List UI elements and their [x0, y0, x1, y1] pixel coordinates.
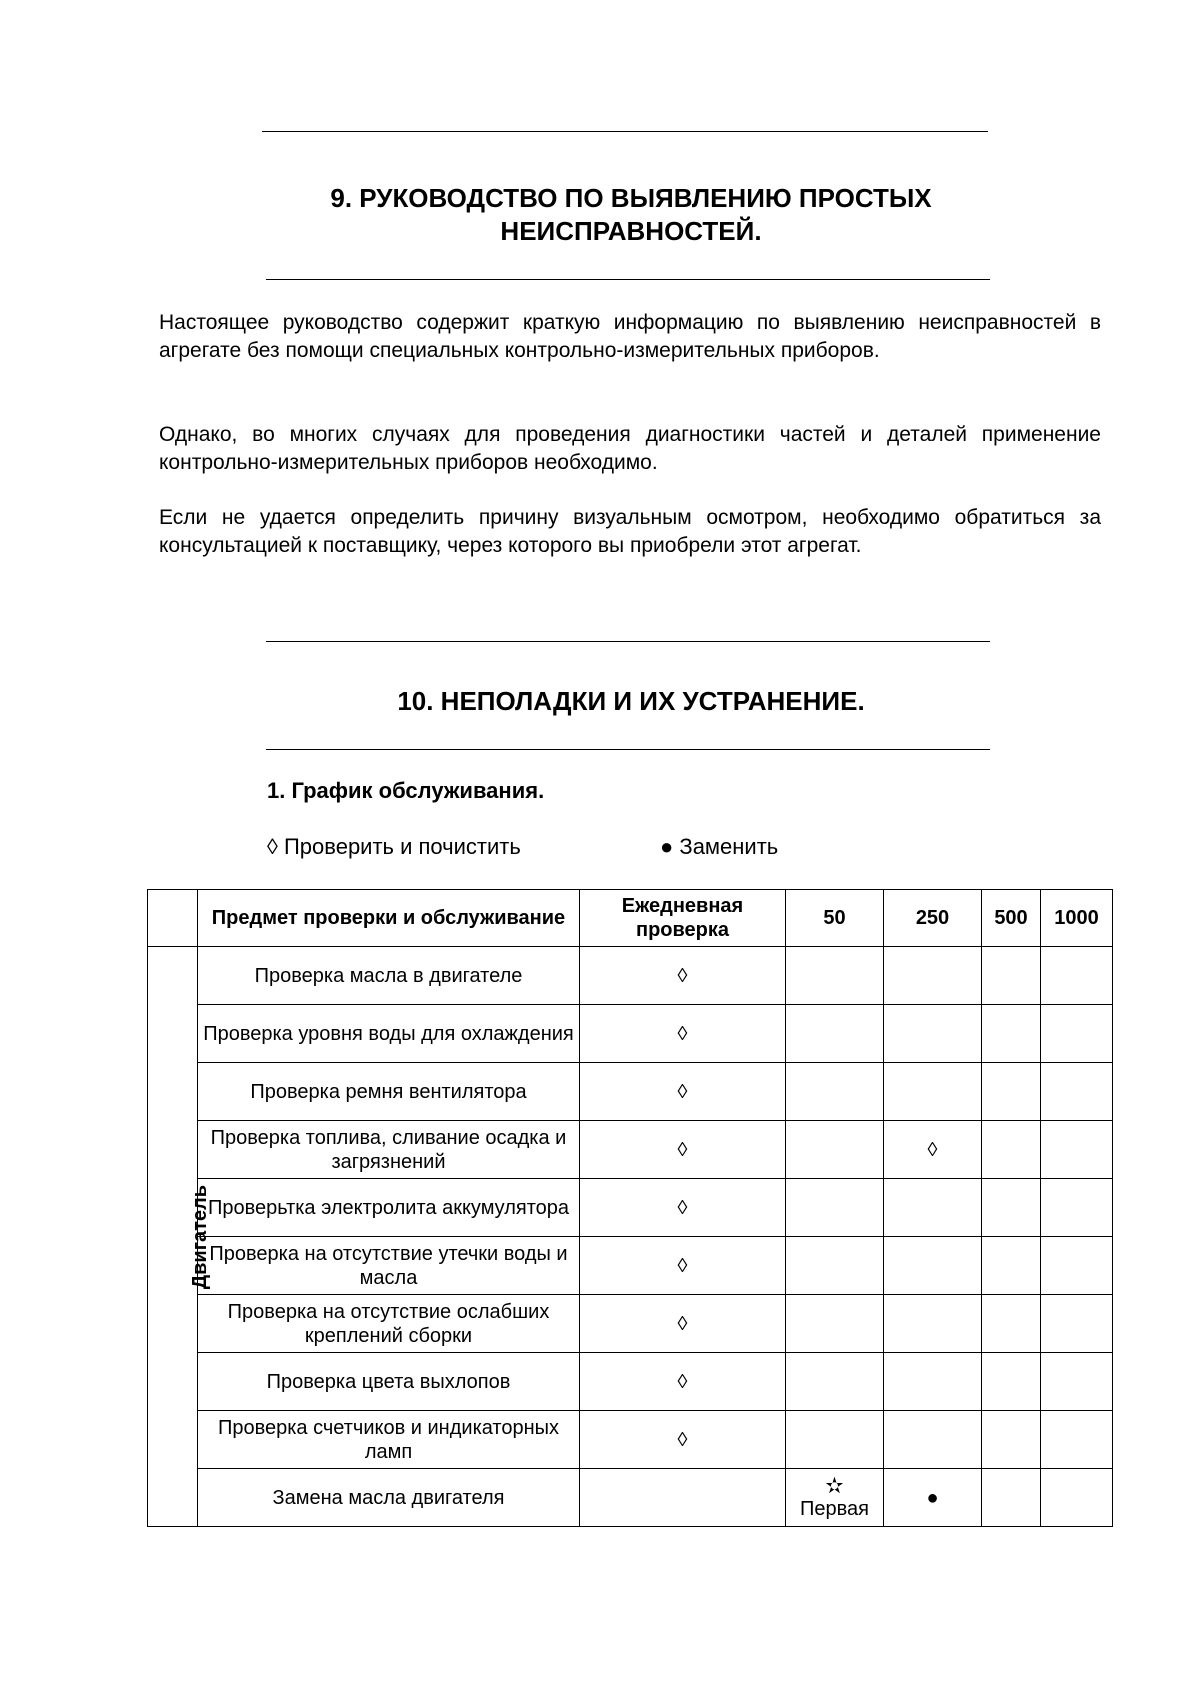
row-250 [884, 1237, 982, 1295]
table-row [148, 1179, 1113, 1237]
row-500 [982, 1121, 1041, 1179]
table-row [148, 1121, 1113, 1179]
row-item: Проверьтка электролита аккумулятора [198, 1179, 580, 1237]
row-250 [884, 1411, 982, 1469]
row-50 [786, 1353, 884, 1411]
row-1000 [1041, 1295, 1113, 1353]
row-50 [786, 947, 884, 1005]
header-500: 500 [982, 890, 1041, 947]
row-1000 [1041, 1005, 1113, 1063]
row-item: Проверка уровня воды для охлаждения [198, 1005, 580, 1063]
row-500 [982, 1179, 1041, 1237]
row-250 [884, 947, 982, 1005]
divider-2 [266, 641, 990, 642]
row-500 [982, 1295, 1041, 1353]
row-50 [786, 1469, 884, 1527]
header-daily: Ежедневная проверка [580, 890, 786, 947]
row-daily: ◊ [580, 1411, 786, 1469]
row-250 [884, 1005, 982, 1063]
header-250: 250 [884, 890, 982, 947]
row-1000 [1041, 1411, 1113, 1469]
engine-group-cell [148, 947, 212, 1527]
row-daily: ◊ [580, 1237, 786, 1295]
table-row [148, 947, 1113, 1005]
engine-group-label: Двигатель [189, 1184, 212, 1289]
section9-title [160, 182, 1102, 248]
row-1000 [1041, 1237, 1113, 1295]
maintenance-schedule-heading: 1. График обслуживания. [267, 778, 545, 803]
row-item: Проверка цвета выхлопов [198, 1353, 580, 1411]
row-500 [982, 1411, 1041, 1469]
paragraph-2: Однако, во многих случаях для проведения диагностики частей и деталей применение контрольно-измерительных приборов необходимо. [159, 423, 1101, 474]
row-500 [982, 1237, 1041, 1295]
row-250 [884, 1179, 982, 1237]
row-500 [982, 1353, 1041, 1411]
section10-title: 10. НЕПОЛАДКИ И ИХ УСТРАНЕНИЕ. [397, 686, 865, 716]
row-item: Проверка масла в двигателе [198, 947, 580, 1005]
row-item: Проверка топлива, сливание осадка и загрязнений [198, 1121, 580, 1179]
row-250: ◊ [884, 1121, 982, 1179]
divider-3 [266, 749, 990, 750]
table-row [148, 1237, 1113, 1295]
row-250 [884, 1295, 982, 1353]
row-1000 [1041, 1353, 1113, 1411]
row-daily: ◊ [580, 1179, 786, 1237]
header-50: 50 [786, 890, 884, 947]
legend-check-clean: ◊ Проверить и почистить [267, 834, 521, 859]
row-item: Проверка на отсутствие утечки воды и масла [198, 1237, 580, 1295]
divider-1 [266, 279, 990, 280]
top-divider [262, 131, 988, 132]
header-item: Предмет проверки и обслуживание [198, 890, 580, 947]
row-50 [786, 1411, 884, 1469]
paragraph-1: Настоящее руководство содержит краткую информацию по выявлению неисправностей в агрегате без помощи специальных контрольно-измерительных приборов. [159, 311, 1101, 362]
row-500 [982, 947, 1041, 1005]
row-50 [786, 1063, 884, 1121]
row-daily: ◊ [580, 1005, 786, 1063]
table-row [148, 1005, 1113, 1063]
section9-title-line1: 9. РУКОВОДСТВО ПО ВЫЯВЛЕНИЮ ПРОСТЫХ [330, 183, 932, 213]
star-icon: ✫ [825, 1472, 844, 1498]
row-50 [786, 1005, 884, 1063]
row-1000 [1041, 1063, 1113, 1121]
row-daily: ◊ [580, 1121, 786, 1179]
row-250 [884, 1353, 982, 1411]
row-50 [786, 1237, 884, 1295]
header-1000: 1000 [1041, 890, 1113, 947]
table-row [148, 1469, 1113, 1527]
row-daily [580, 1469, 786, 1527]
maintenance-schedule-table [147, 889, 1113, 1527]
row-1000 [1041, 947, 1113, 1005]
row-50 [786, 1179, 884, 1237]
table-row [148, 1411, 1113, 1469]
row-250 [884, 1063, 982, 1121]
table-header-row [148, 890, 1113, 947]
row-500 [982, 1063, 1041, 1121]
row-daily: ◊ [580, 1063, 786, 1121]
legend-replace: ● Заменить [660, 834, 779, 859]
first-time-note: Первая [800, 1497, 869, 1520]
row-250: ● [884, 1469, 982, 1527]
row-500 [982, 1469, 1041, 1527]
row-50 [786, 1121, 884, 1179]
row-50 [786, 1295, 884, 1353]
row-1000 [1041, 1179, 1113, 1237]
row-1000 [1041, 1469, 1113, 1527]
row-daily: ◊ [580, 947, 786, 1005]
table-row [148, 1353, 1113, 1411]
row-item: Проверка ремня вентилятора [198, 1063, 580, 1121]
section9-title-line2: НЕИСПРАВНОСТЕЙ. [500, 216, 762, 246]
row-item: Замена масла двигателя [198, 1469, 580, 1527]
row-500 [982, 1005, 1041, 1063]
header-group [148, 890, 198, 947]
paragraph-3: Если не удается определить причину визуальным осмотром, необходимо обратиться за консультацией к поставщику, через которого вы приобрели этот агрегат. [159, 506, 1101, 557]
row-item: Проверка на отсутствие ослабших креплений сборки [198, 1295, 580, 1353]
row-item: Проверка счетчиков и индикаторных ламп [198, 1411, 580, 1469]
row-1000 [1041, 1121, 1113, 1179]
row-daily: ◊ [580, 1353, 786, 1411]
table-row [148, 1063, 1113, 1121]
row-daily: ◊ [580, 1295, 786, 1353]
table-row [148, 1295, 1113, 1353]
